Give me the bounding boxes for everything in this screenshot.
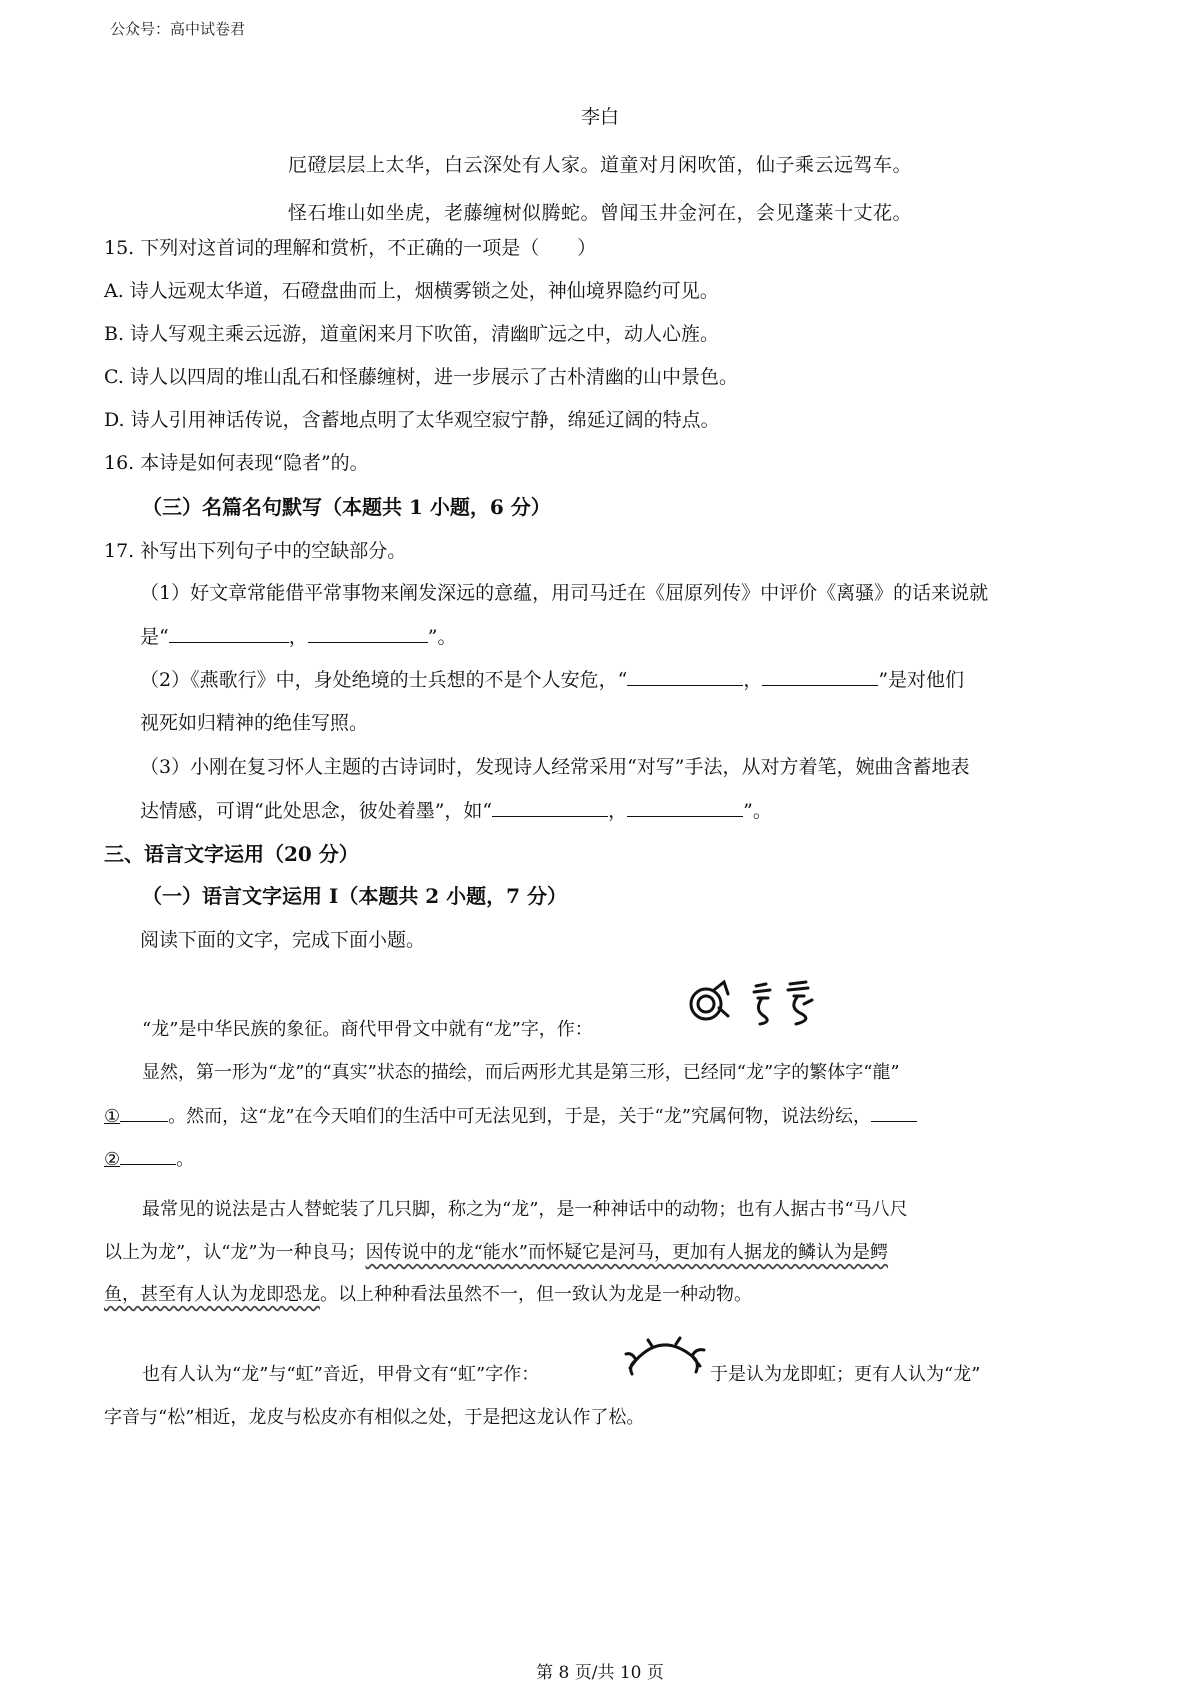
question-17-part2-line2: 视死如归精神的绝佳写照。 [140, 712, 369, 734]
answer-blank[interactable] [762, 667, 878, 686]
passage-p3-line2 [104, 1238, 888, 1264]
passage-p1: “龙”是中华民族的象征。商代甲骨文中就有“龙”字，作： [142, 1019, 593, 1040]
part-three-title: 三、语言文字运用（20 分） [104, 842, 359, 866]
oracle-dragon-glyphs-image [684, 978, 834, 1028]
section-title-mingpian: （三）名篇名句默写（本题共 1 小题，6 分） [142, 495, 551, 519]
answer-blank[interactable] [308, 624, 428, 643]
passage-p2-line3 [104, 1145, 194, 1171]
reading-intro: 阅读下面的文字，完成下面小题。 [140, 929, 426, 951]
section-title-language-use: （一）语言文字运用 I（本题共 2 小题，7 分） [142, 884, 568, 908]
blank-marker-2: ② [104, 1149, 121, 1170]
q17-p3-prefix: 达情感，可谓“此处思念，彼处着墨”，如“ [140, 800, 493, 822]
question-16-stem: 16. 本诗是如何表现“隐者”的。 [104, 452, 369, 474]
question-17-stem: 17. 补写出下列句子中的空缺部分。 [104, 540, 407, 562]
q17-p2-suffix: ”是对他们 [878, 669, 965, 691]
q17-p2-sep: ， [743, 669, 763, 691]
passage-p2-line2 [104, 1102, 917, 1128]
question-17-part3-line1: （3）小刚在复习怀人主题的古诗词时，发现诗人经常采用“对写”手法，从对方着笔，婉曲含蓄地表 [140, 756, 970, 778]
poem-line-2: 怪石堆山如坐虎，老藤缠树似腾蛇。曾闻玉井金河在，会见蓬莱十丈花。 [287, 202, 912, 224]
q17-p1-suffix: ”。 [427, 626, 457, 648]
answer-blank[interactable] [627, 667, 743, 686]
answer-blank[interactable] [492, 798, 608, 817]
page-header: 公众号：高中试卷君 [110, 20, 246, 38]
poem-line-1: 厄磴层层上太华，白云深处有人家。道童对月闲吹笛，仙子乘云远驾车。 [287, 154, 912, 176]
passage-p4-line2: 字音与“松”相近，龙皮与松皮亦有相似之处，于是把这龙认作了松。 [104, 1407, 645, 1428]
oracle-rainbow-glyph-image [622, 1330, 708, 1378]
passage-p2-line1: 显然，第一形为“龙”的“真实”状态的描绘，而后两形尤其是第三形，已经同“龙”字的繁体字“龍” [142, 1062, 900, 1083]
passage-p3-line2-wavy: 因传说中的龙“能水”而怀疑它是河马，更加有人据龙的鳞认为是鳄 [365, 1242, 889, 1263]
question-15-option-c: C. 诗人以四周的堆山乱石和怪藤缠树，进一步展示了古朴清幽的山中景色。 [104, 366, 738, 388]
answer-blank[interactable] [871, 1103, 917, 1122]
question-15-stem: 15. 下列对这首词的理解和赏析，不正确的一项是（ ） [104, 237, 597, 259]
question-17-part1-line2 [140, 622, 456, 649]
question-15-option-d: D. 诗人引用神话传说，含蓄地点明了太华观空寂宁静，绵延辽阔的特点。 [104, 409, 720, 431]
q17-p3-sep: ， [608, 800, 628, 822]
question-17-part3-line2 [140, 796, 772, 823]
passage-p3-line3-plain: 。以上种种看法虽然不一，但一致认为龙是一种动物。 [320, 1284, 752, 1305]
answer-blank[interactable] [120, 1146, 176, 1165]
passage-p3-line3-wavy: 鱼，甚至有人认为龙即恐龙 [104, 1284, 320, 1305]
answer-blank[interactable] [627, 798, 743, 817]
passage-p3-line3 [104, 1280, 752, 1306]
poem-author: 李白 [580, 106, 619, 128]
answer-blank[interactable] [120, 1103, 168, 1122]
passage-p4-line1-a: 也有人认为“龙”与“虹”音近，甲骨文有“虹”字作： [142, 1364, 540, 1385]
passage-p4-line1-b: 于是认为龙即虹；更有人认为“龙” [710, 1364, 981, 1385]
question-17-part1-line1: （1）好文章常能借平常事物来阐发深远的意蕴，用司马迁在《屈原列传》中评价《离骚》的话来说就 [140, 582, 989, 604]
q17-p1-sep: ， [288, 626, 308, 648]
question-15-option-b: B. 诗人写观主乘云远游，道童闲来月下吹笛，清幽旷远之中，动人心旌。 [104, 323, 720, 345]
passage-p2-end: 。 [176, 1149, 195, 1170]
passage-p3-line2-plain: 以上为龙”，认“龙”为一种良马； [104, 1242, 366, 1263]
answer-blank[interactable] [169, 624, 289, 643]
q17-p2-prefix: （2）《燕歌行》中，身处绝境的士兵想的不是个人安危，“ [140, 669, 628, 691]
question-17-part2-line1 [140, 665, 964, 692]
question-15-option-a: A. 诗人远观太华道，石磴盘曲而上，烟横雾锁之处，神仙境界隐约可见。 [104, 280, 719, 302]
passage-p2-line2-text: 。然而，这“龙”在今天咱们的生活中可无法见到，于是，关于“龙”究属何物，说法纷纭， [168, 1106, 871, 1127]
page-number-footer: 第 8 页/共 10 页 [536, 1663, 664, 1683]
passage-p3-line1: 最常见的说法是古人替蛇装了几只脚，称之为“龙”，是一种神话中的动物；也有人据古书“马八尺 [142, 1199, 908, 1220]
blank-marker-1: ① [104, 1106, 121, 1127]
q17-p3-suffix: ”。 [743, 800, 772, 822]
q17-p1-prefix: 是“ [140, 626, 169, 648]
